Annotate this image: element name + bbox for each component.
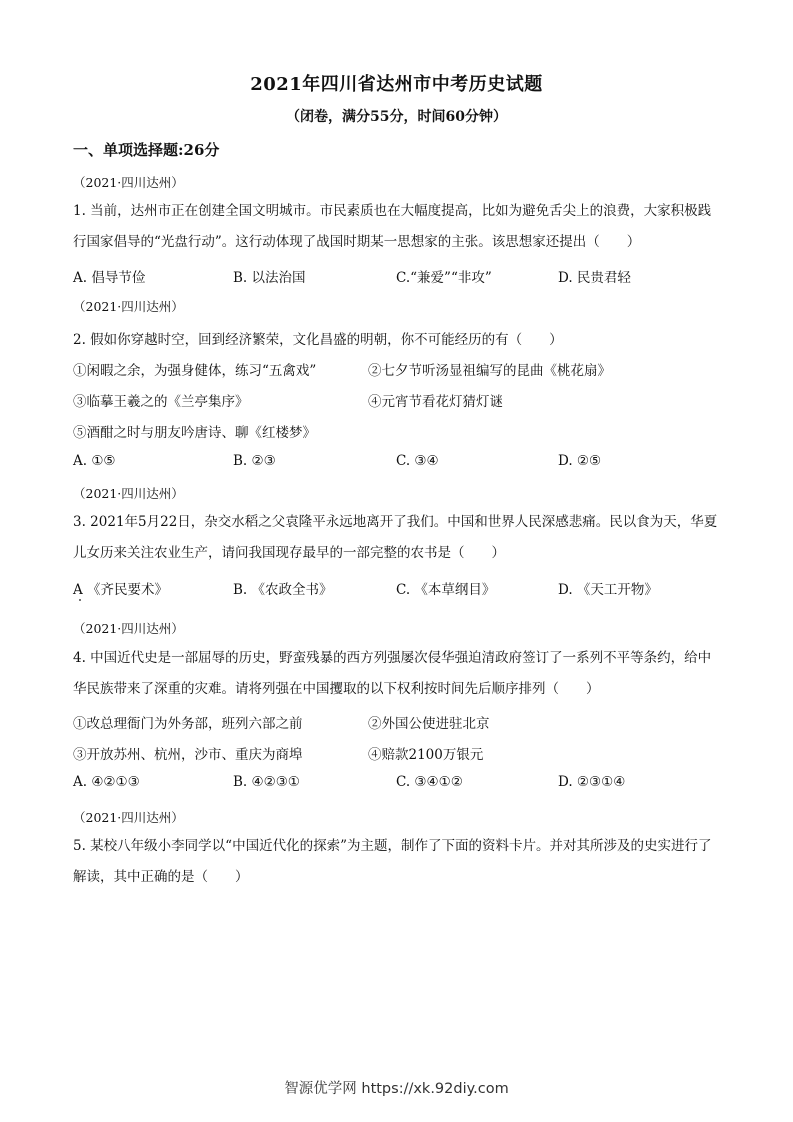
page-title: 2021年四川省达州市中考历史试题: [250, 74, 543, 95]
q2-item-2: ②七夕节听汤显祖编写的昆曲《桃花扇》: [368, 363, 611, 379]
q2-option-d: D. ②⑤: [558, 453, 602, 469]
question-1-stem: 1. 当前，达州市正在创建全国文明城市。市民素质也在大幅度提高，比如为避免舌尖上的浪费，大家积极践行国家倡导的“光盘行动”。这行动体现了战国时期某一思想家的主张。该思想家还提出（ ）: [73, 203, 712, 250]
q3-option-c: C. 《本草纲目》: [396, 582, 496, 598]
q4-item-3: ③开放苏州、杭州，沙市、重庆为商埠: [73, 747, 303, 763]
q2-item-1: ①闲暇之余，为强身健体，练习“五禽戏”: [73, 363, 317, 379]
question-2-stem: 2. 假如你穿越时空，回到经济繁荣，文化昌盛的明朝，你不可能经历的有（ ）: [73, 332, 563, 348]
q2-option-c: C. ③④: [396, 453, 439, 469]
footer-watermark: 智源优学网 https://xk.92diy.com: [284, 1081, 509, 1097]
question-source: （2021·四川达州）: [73, 621, 184, 636]
q1-option-c: C.“兼爱”“非攻”: [396, 270, 492, 286]
q2-item-5: ⑤酒酣之时与朋友吟唐诗、聊《红楼梦》: [73, 425, 316, 441]
q4-option-d: D. ②③①④: [558, 774, 626, 790]
q4-option-a: A. ④②①③: [73, 774, 140, 790]
q4-option-c: C. ③④①②: [396, 774, 463, 790]
question-source: （2021·四川达州）: [73, 299, 184, 314]
section-heading: 一、单项选择题:26分: [73, 141, 220, 159]
exam-subtitle: （闭卷，满分55分，时间60分钟）: [286, 109, 507, 125]
q4-item-1: ①改总理衙门为外务部，班列六部之前: [73, 716, 303, 732]
question-4-stem: 4. 中国近代史是一部屈辱的历史，野蛮残暴的西方列强屡次侵华强迫清政府签订了一系列不平等条约，给中华民族带来了深重的灾难。请将列强在中国攫取的以下权利按时间先后顺序排列（ ）: [73, 650, 712, 697]
q4-item-4: ④赔款2100万银元: [368, 747, 484, 763]
q2-item-3: ③临摹王羲之的《兰亭集序》: [73, 394, 249, 410]
q4-option-b: B. ④②③①: [233, 774, 300, 790]
question-source: （2021·四川达州）: [73, 486, 184, 501]
scan-speck: [79, 599, 81, 601]
q1-option-a: A. 倡导节俭: [73, 270, 146, 286]
q2-option-b: B. ②③: [233, 453, 276, 469]
q2-item-4: ④元宵节看花灯猜灯谜: [368, 394, 503, 410]
q1-option-b: B. 以法治国: [233, 270, 306, 286]
question-3-stem: 3. 2021年5月22日，杂交水稻之父袁隆平永远地离开了我们。中国和世界人民深感悲痛。民以食为天，华夏儿女历来关注农业生产，请问我国现存最早的一部完整的农书是（ ）: [73, 514, 718, 561]
question-5-stem: 5. 某校八年级小李同学以“中国近代化的探索”为主题，制作了下面的资料卡片。并对其所涉及的史实进行了解读，其中正确的是（ ）: [73, 838, 712, 885]
question-source: （2021·四川达州）: [73, 175, 184, 190]
q4-item-2: ②外国公使进驻北京: [368, 716, 490, 732]
q3-option-a: A 《齐民要术》: [73, 582, 169, 598]
q3-option-b: B. 《农政全书》: [233, 582, 333, 598]
q1-option-d: D. 民贵君轻: [558, 270, 631, 286]
q2-option-a: A. ①⑤: [73, 453, 116, 469]
question-source: （2021·四川达州）: [73, 810, 184, 825]
q3-option-d: D. 《天工开物》: [558, 582, 658, 598]
